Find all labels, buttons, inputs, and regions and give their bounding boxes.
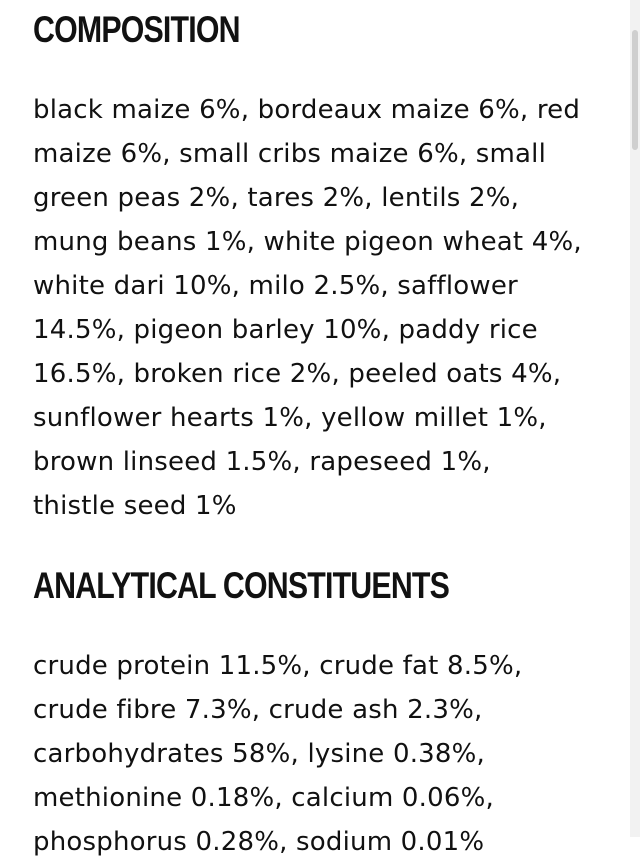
analytical-constituents-section (33, 564, 623, 864)
composition-heading: COMPOSITION (33, 9, 240, 50)
composition-line: black maize 6%, bordeaux maize 6%, red (33, 95, 581, 125)
composition-line: 16.5%, broken rice 2%, peeled oats 4%, (33, 359, 562, 389)
analytical-line: crude protein 11.5%, crude fat 8.5%, (33, 651, 523, 681)
composition-line: mung beans 1%, white pigeon wheat 4%, (33, 227, 582, 257)
composition-section (33, 8, 623, 528)
composition-line: green peas 2%, tares 2%, lentils 2%, (33, 183, 520, 213)
composition-line: brown linseed 1.5%, rapeseed 1%, (33, 447, 491, 477)
product-info (33, 8, 623, 864)
composition-line: maize 6%, small cribs maize 6%, small (33, 139, 547, 169)
composition-line: sunflower hearts 1%, yellow millet 1%, (33, 403, 547, 433)
scrollbar-thumb[interactable] (632, 30, 638, 150)
analytical-line: carbohydrates 58%, lysine 0.38%, (33, 739, 486, 769)
analytical-constituents-text (33, 644, 623, 864)
composition-line: white dari 10%, milo 2.5%, safflower (33, 271, 518, 301)
analytical-line: crude fibre 7.3%, crude ash 2.3%, (33, 695, 483, 725)
composition-line: thistle seed 1% (33, 491, 237, 521)
analytical-line: phosphorus 0.28%, sodium 0.01% (33, 827, 485, 857)
analytical-line: methionine 0.18%, calcium 0.06%, (33, 783, 494, 813)
composition-text (33, 88, 623, 528)
composition-line: 14.5%, pigeon barley 10%, paddy rice (33, 315, 538, 345)
scrollbar[interactable] (630, 0, 640, 837)
analytical-constituents-heading: ANALYTICAL CONSTITUENTS (33, 565, 450, 606)
